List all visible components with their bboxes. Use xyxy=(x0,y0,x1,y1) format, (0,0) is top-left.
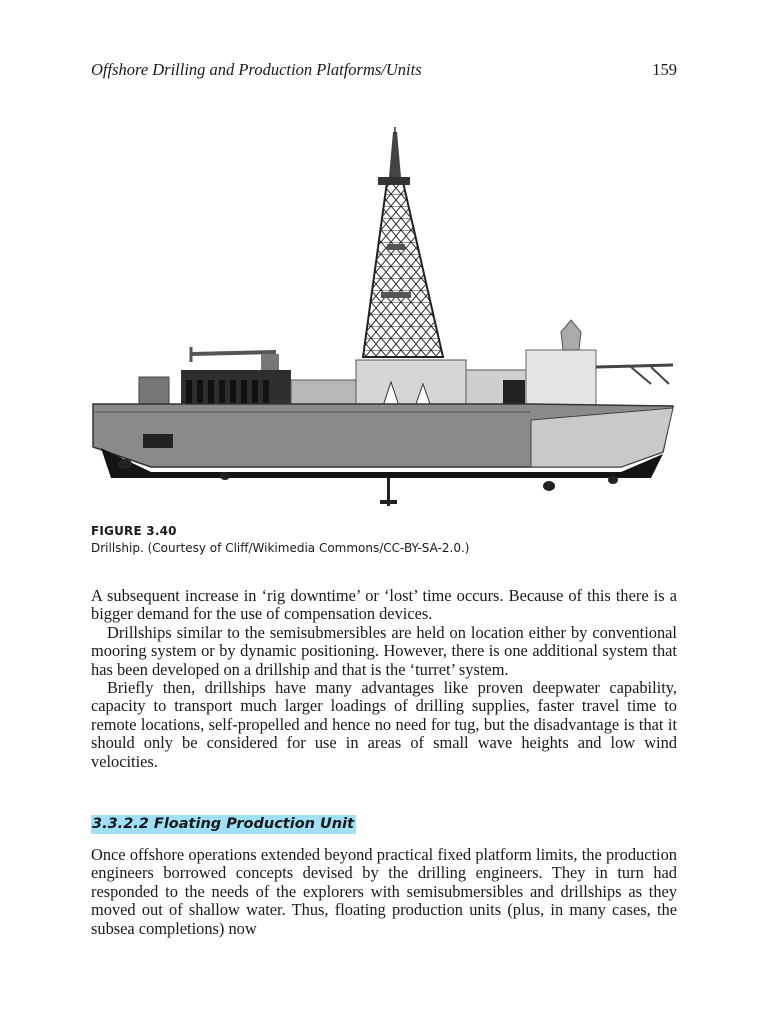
derrick-tower xyxy=(363,127,443,357)
running-title: Offshore Drilling and Production Platforms/Units xyxy=(91,60,422,79)
paragraph: Once offshore operations extended beyond practical fixed platform limits, the production engineers borrowed concepts devised by the drilling engineers. They in turn had responded to the needs of the explorers with semisubmersibles and drillships as they moved out of shallow water. Thus, floating production units (plus, in many cases, the subsea completions) now xyxy=(91,845,677,938)
paragraph: Briefly then, drillships have many advantages like proven deepwater capability, capacity to transport much larger loadings of drilling supplies, faster travel time to remote locations, self-propelled and hence no need for tug, but the disadvantage is that it should only be considered for use in areas of small wave heights and low wind velocities. xyxy=(91,678,677,771)
page-number: 159 xyxy=(652,60,677,79)
drillship-image xyxy=(91,122,677,517)
crane xyxy=(191,347,279,374)
paragraph: Drillships similar to the semisubmersibles are held on location either by conventional mooring system or by dynamic positioning. However, there is one additional system that has been developed on a drillship and that is the ‘turret’ system. xyxy=(91,622,677,679)
drillship-figure xyxy=(91,122,677,517)
body-text-after xyxy=(91,846,677,938)
section-heading: 3.3.2.2 Floating Production Unit xyxy=(92,816,355,832)
figure-label: FIGURE 3.40 xyxy=(91,524,177,538)
body-text-before xyxy=(91,587,677,771)
figure-caption-text: Drillship. (Courtesy of Cliff/Wikimedia Commons/CC-BY-SA-2.0.) xyxy=(91,541,470,555)
paragraph: A subsequent increase in ‘rig downtime’ or ‘lost’ time occurs. Because of this there is a bigger demand for the use of compensation devices. xyxy=(91,586,677,624)
running-head xyxy=(91,60,677,80)
ship-hull xyxy=(93,404,673,478)
figure-caption xyxy=(91,523,677,557)
